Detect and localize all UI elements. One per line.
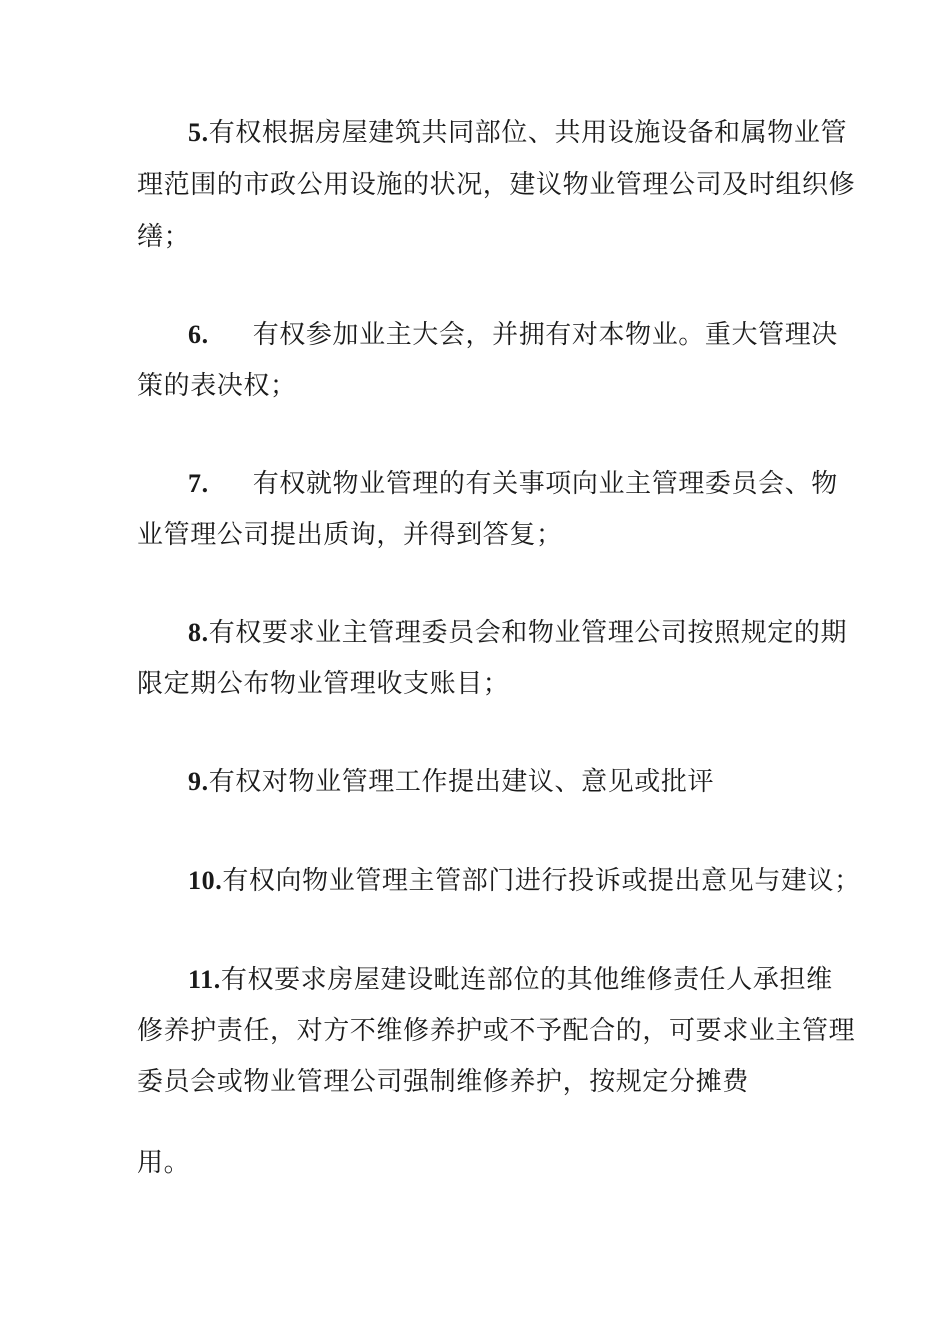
item-6-line-2: 策的表决权； [137, 371, 297, 401]
item-5-line-3: 缮； [137, 222, 191, 252]
item-number: 5. [188, 118, 209, 147]
item-5-line-2: 理范围的市政公用设施的状况，建议物业管理公司及时组织修 [137, 170, 856, 200]
item-8-line-2: 限定期公布物业管理收支账目； [137, 669, 510, 699]
item-5-line-1 [188, 118, 847, 148]
item-number: 7. [188, 469, 209, 498]
item-11-line-2: 修养护责任，对方不维修养护或不予配合的，可要求业主管理 [137, 1016, 856, 1046]
item-7-line-1 [188, 469, 838, 499]
item-number: 9. [188, 767, 209, 796]
item-text: 有权向物业管理主管部门进行投诉或提出意见与建议； [222, 866, 861, 896]
item-8-line-1 [188, 618, 847, 648]
item-text: 有权要求业主管理委员会和物业管理公司按照规定的期 [208, 618, 848, 648]
item-11-line-3: 委员会或物业管理公司强制维修养护，按规定分摊费 [137, 1067, 749, 1097]
item-7-line-2: 业管理公司提出质询，并得到答复； [137, 520, 563, 550]
item-number: 8. [188, 618, 209, 647]
item-number: 10. [188, 866, 223, 895]
item-10-line-1 [188, 866, 861, 896]
item-6-line-1 [188, 320, 838, 350]
item-text: 有权就物业管理的有关事项向业主管理委员会、物 [252, 469, 838, 499]
item-number: 6. [188, 320, 209, 349]
item-text: 有权要求房屋建设毗连部位的其他维修责任人承担维 [220, 965, 833, 995]
item-number: 11. [188, 965, 221, 994]
item-11-line-4: 用。 [137, 1148, 191, 1178]
item-9-line-1 [188, 767, 714, 797]
item-text: 有权对物业管理工作提出建议、意见或批评 [208, 767, 715, 797]
item-text: 有权根据房屋建筑共同部位、共用设施设备和属物业管 [208, 118, 848, 148]
item-text: 有权参加业主大会，并拥有对本物业。重大管理决 [252, 320, 838, 350]
item-11-line-1 [188, 965, 833, 995]
